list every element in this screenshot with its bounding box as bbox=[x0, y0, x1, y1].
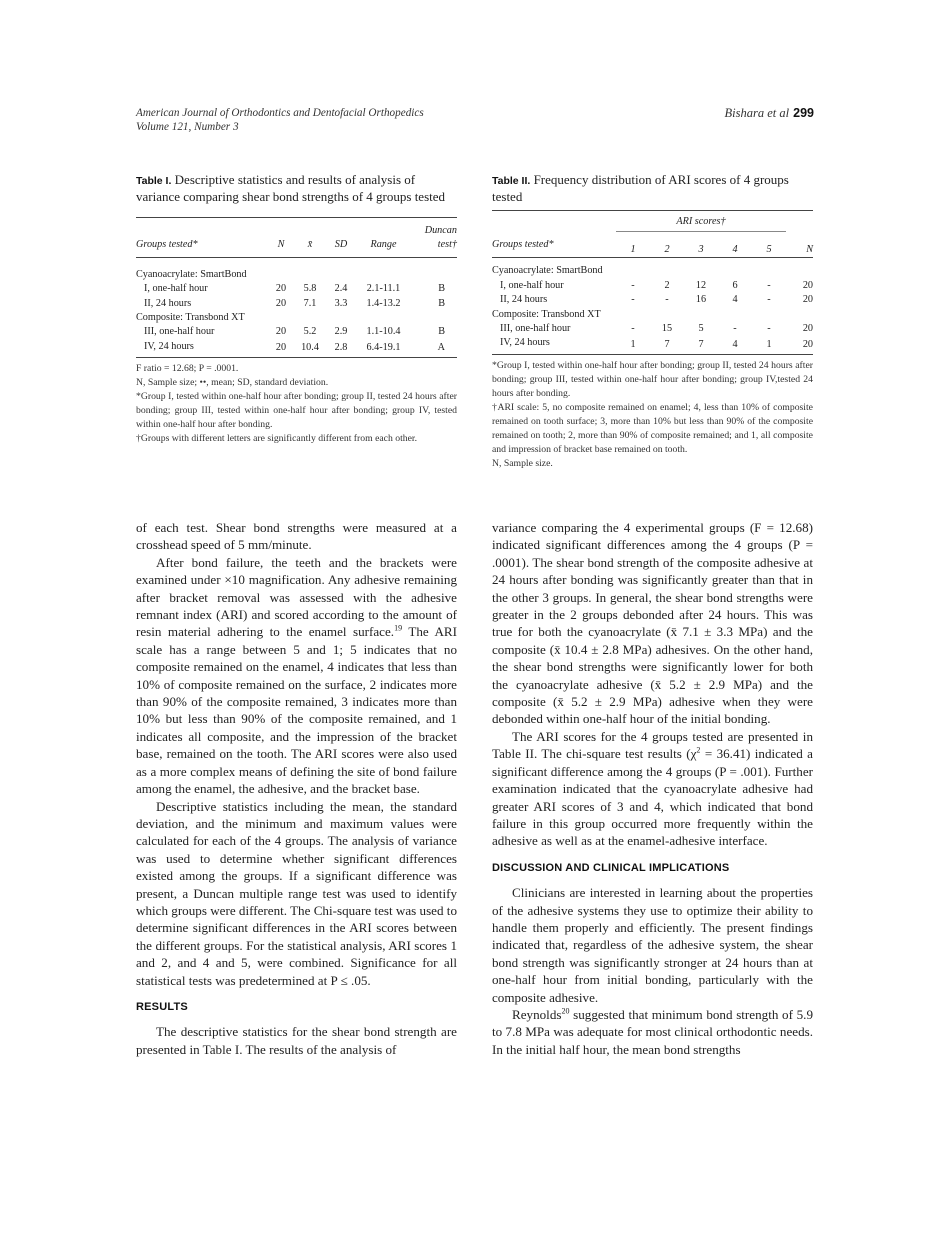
cell-duncan: A bbox=[437, 342, 445, 354]
cell-n: 20 bbox=[275, 283, 287, 295]
table2-col-3: 3 bbox=[698, 243, 704, 255]
section-heading-results: RESULTS bbox=[136, 1000, 188, 1013]
cell-n: 20 bbox=[275, 326, 287, 338]
cell-ari-2: - bbox=[665, 294, 669, 306]
journal-title: American Journal of Orthodontics and Dentofacial Orthopedics bbox=[136, 107, 424, 119]
right-column-text bbox=[492, 519, 813, 1058]
table1-caption bbox=[136, 172, 457, 205]
table-row bbox=[492, 322, 813, 336]
cell-ari-2: 2 bbox=[664, 279, 670, 291]
paragraph: Descriptive statistics including the mean, the standard deviation, and the minimum and maximum values were calculated for each of the 4 groups. The analysis of variance was used to determine whether significant differences existed among the groups. If a significant difference was present, a Duncan multiple range test was used to identify which groups were different. The Chi-square test was used to determine significant differences in the ARI scores between the different groups. For the statistical analysis, ARI scores 1 and 2, and 4 and 5, were combined. Significance for all statistical tests was predetermined at P ≤ .05. bbox=[136, 798, 457, 988]
cell-ari-4: - bbox=[733, 322, 737, 334]
cell-ari-4: 4 bbox=[732, 338, 738, 350]
header-authors: Bishara et al bbox=[724, 106, 790, 120]
cell-n: 20 bbox=[802, 322, 813, 334]
table2-col-n: N bbox=[806, 243, 813, 255]
cell-range: 1.4-13.2 bbox=[366, 297, 401, 309]
cell-duncan: B bbox=[438, 297, 445, 309]
table-row bbox=[492, 293, 813, 307]
paragraph: variance comparing the 4 experimental groups (F = 12.68) indicated significant differences among the 4 groups (P = .0001). The shear bond strength of the composite adhesive at 24 hours after bonding was significantly greater than that in the other 3 groups. In general, the shear bond strengths were greater in the 2 groups debonded after 24 hours. This was true for both the cyanoacrylate (x̄ 7.1 ± 3.3 MPa) and the composite (x̄ 10.4 ± 2.8 MPa) adhesives. On the other hand, the shear bond strengths were significantly lower for both the cyanoacrylate adhesive (x̄ 5.2 ± 2.9 MPa) and the composite (x̄ 5.2 ± 2.9 MPa) adhesive when they were debonded within one-half hour of the initial bonding. bbox=[492, 520, 813, 727]
table-row bbox=[136, 297, 457, 311]
table2-note-groups: *Group I, tested within one-half hour after bonding; group II, tested 24 hours after bonding; group III, tested within one-half hour after bonding; group IV,tested 24 hours after bonding. bbox=[492, 359, 813, 399]
running-header bbox=[136, 106, 814, 134]
table-row bbox=[136, 325, 457, 339]
table1-col-duncan bbox=[411, 218, 457, 258]
table2-group-label: Composite: Transbond XT bbox=[492, 308, 601, 320]
cell-sd: 2.9 bbox=[334, 326, 348, 338]
table1-group-row bbox=[136, 311, 457, 325]
cell-ari-3: 5 bbox=[698, 322, 704, 334]
text-span: The ARI scale has a range between 5 and 1; 5 indicates that no composite remained on the enamel, 4 indicates that less than 10% of composite remained on the surface, 2 indicates more than 90% of the composite remained, 3 indicates more than 10% but less than 90% of the composite remained, and 1 indicates all composite, and the impression of the bracket base, remained on the tooth. The ARI scores were also used as a more complex means of defining the site of bond failure among the enamel, the adhesive, and the bracket base. bbox=[136, 624, 457, 797]
cell-ari-1: - bbox=[631, 279, 635, 291]
table1-col-groups: Groups tested* bbox=[136, 239, 198, 251]
table1-note-abbrev: N, Sample size; ••, mean; SD, standard deviation. bbox=[136, 377, 329, 389]
cell-mean: 5.8 bbox=[303, 283, 317, 295]
cell-duncan: B bbox=[438, 283, 445, 295]
table2-block bbox=[492, 172, 813, 471]
cell-ari-4: 4 bbox=[732, 294, 738, 306]
table1-duncan-line2: test† bbox=[437, 239, 457, 251]
cell-n: 20 bbox=[275, 342, 287, 354]
table2-group-row bbox=[492, 258, 813, 279]
left-column-text bbox=[136, 519, 457, 1058]
cell-ari-2: 7 bbox=[664, 338, 670, 350]
table1-caption-text: Descriptive statistics and results of analysis of variance comparing shear bond strengths of 4 groups tested bbox=[136, 172, 446, 204]
journal-page bbox=[136, 0, 814, 1236]
text-span: suggested that minimum bond strength of 5.9 to 7.8 MPa was adequate for most clinical orthodontic needs. In the initial half hour, the mean bond strengths bbox=[492, 1006, 813, 1057]
table1-label: Table I. bbox=[136, 175, 172, 187]
table1-block bbox=[136, 172, 457, 446]
table2-group-row bbox=[492, 308, 813, 322]
row-label: II, 24 hours bbox=[500, 294, 548, 306]
page-number: 299 bbox=[793, 106, 814, 120]
cell-ari-2: 15 bbox=[661, 322, 673, 334]
cell-n: 20 bbox=[802, 294, 813, 306]
table2 bbox=[492, 210, 813, 359]
reference-superscript: 20 bbox=[561, 1006, 570, 1016]
cell-ari-5: 1 bbox=[766, 338, 772, 350]
reference-superscript: 19 bbox=[394, 624, 403, 634]
row-label: I, one-half hour bbox=[500, 279, 564, 291]
cell-ari-4: 6 bbox=[732, 279, 738, 291]
table1-col-mean: x̄ bbox=[307, 239, 313, 251]
table1-group-label: Composite: Transbond XT bbox=[136, 312, 245, 324]
paragraph bbox=[492, 728, 813, 850]
cell-mean: 7.1 bbox=[303, 297, 317, 309]
table1-col-sd: SD bbox=[334, 239, 348, 251]
table2-group-label: Cyanoacrylate: SmartBond bbox=[492, 265, 603, 277]
table1-note-duncan: †Groups with different letters are significantly different from each other. bbox=[136, 433, 418, 445]
table1-note-groups: *Group I, tested within one-half hour after bonding; group II, tested 24 hours after bonding; group III, tested within one-half hour after bonding; group IV, tested within one-half hour after bonding. bbox=[136, 391, 457, 431]
cell-n: 20 bbox=[275, 297, 287, 309]
table1-note-f-ratio: F ratio = 12.68; P = .0001. bbox=[136, 363, 239, 375]
table2-note-ari-scale: †ARI scale: 5, no composite remained on enamel; 4, less than 10% of composite remained on tooth surface; 3, more than 10% but less than 90% of the composite remained on tooth; 2, more than 90% of composite remained; and 1, all composite and impression of bracket base remained on tooth. bbox=[492, 401, 813, 455]
table-row bbox=[136, 340, 457, 358]
cell-ari-1: - bbox=[631, 322, 635, 334]
table1-group-row bbox=[136, 257, 457, 282]
table-row bbox=[136, 282, 457, 296]
cell-n: 20 bbox=[802, 338, 813, 350]
cell-ari-5: - bbox=[767, 294, 771, 306]
table2-col-4: 4 bbox=[732, 243, 738, 255]
cell-mean: 5.2 bbox=[303, 326, 317, 338]
cell-range: 2.1-11.1 bbox=[366, 283, 401, 295]
cell-ari-5: - bbox=[767, 322, 771, 334]
table1 bbox=[136, 217, 457, 362]
cell-ari-3: 16 bbox=[695, 294, 707, 306]
cell-ari-3: 7 bbox=[698, 338, 704, 350]
text-span: After bond failure, the teeth and the brackets were examined under ×10 magnification. Any adhesive remaining after bracket removal was assessed with the adhesive remnant index (ARI) and scored according to the amount of resin material adhering to the enamel surface. bbox=[136, 554, 457, 640]
cell-sd: 3.3 bbox=[334, 297, 348, 309]
text-span: = 36.41) indicated a significant difference among the 4 groups (P = .001). Further examination indicated that the cyanoacrylate adhesive had greater ARI scores of 3 and 4, which indicated that bond failure in this group occurred more frequently within the adhesive as well as at the enamel-adhesive interface. bbox=[492, 746, 813, 849]
cell-sd: 2.4 bbox=[334, 283, 348, 295]
cell-n: 20 bbox=[802, 279, 813, 291]
table2-label: Table II. bbox=[492, 175, 531, 187]
row-label: III, one-half hour bbox=[500, 322, 571, 334]
table2-col-groups: Groups tested* bbox=[492, 238, 554, 250]
table2-col-1: 1 bbox=[630, 243, 636, 255]
table2-caption-text: Frequency distribution of ARI scores of 4 groups tested bbox=[492, 172, 789, 204]
header-right bbox=[725, 106, 814, 120]
table1-col-range: Range bbox=[370, 239, 397, 251]
table2-span-header-row bbox=[492, 211, 813, 232]
cell-duncan: B bbox=[438, 326, 445, 338]
table2-footnotes bbox=[492, 359, 813, 471]
section-heading-discussion: DISCUSSION AND CLINICAL IMPLICATIONS bbox=[492, 861, 730, 874]
table-row bbox=[492, 279, 813, 293]
row-label: I, one-half hour bbox=[144, 283, 208, 295]
paragraph: Clinicians are interested in learning about the properties of the adhesive systems they use to optimize their ability to handle them properly and efficiently. The present findings indicated that, regardless of the adhesive system, the shear bond strength was significantly stronger at 24 hours than at one-half hour from initial bonding, particularly with the composite adhesive. bbox=[492, 885, 813, 1005]
table1-footnotes bbox=[136, 362, 457, 446]
table-row bbox=[492, 336, 813, 354]
cell-ari-3: 12 bbox=[695, 279, 707, 291]
cell-range: 1.1-10.4 bbox=[366, 326, 401, 338]
table1-col-n: N bbox=[277, 239, 285, 251]
table2-col-2: 2 bbox=[664, 243, 670, 255]
table2-caption bbox=[492, 172, 813, 205]
cell-mean: 10.4 bbox=[301, 342, 319, 354]
cell-range: 6.4-19.1 bbox=[366, 342, 401, 354]
cell-ari-5: - bbox=[767, 279, 771, 291]
cell-ari-1: - bbox=[631, 294, 635, 306]
row-label: IV, 24 hours bbox=[144, 340, 194, 352]
table1-group-label: Cyanoacrylate: SmartBond bbox=[136, 268, 247, 280]
row-label: II, 24 hours bbox=[144, 297, 192, 309]
text-span: Reynolds bbox=[512, 1006, 562, 1022]
table1-duncan-line1: Duncan bbox=[424, 225, 457, 236]
chi-square-superscript: 2 bbox=[696, 745, 701, 755]
table1-header-row bbox=[136, 218, 457, 258]
paragraph bbox=[136, 554, 457, 798]
paragraph bbox=[492, 1006, 813, 1058]
journal-volume: Volume 121, Number 3 bbox=[136, 121, 239, 133]
paragraph: The descriptive statistics for the shear bond strength are presented in Table I. The results of the analysis of bbox=[136, 1024, 457, 1057]
table2-header-row bbox=[492, 232, 813, 258]
table2-ari-span-header: ARI scores† bbox=[616, 211, 786, 232]
paragraph: of each test. Shear bond strengths were measured at a crosshead speed of 5 mm/minute. bbox=[136, 520, 457, 553]
row-label: III, one-half hour bbox=[144, 326, 215, 338]
cell-ari-1: 1 bbox=[630, 338, 636, 350]
table2-col-5: 5 bbox=[766, 243, 772, 255]
text-span: The ARI scores for the 4 groups tested are presented in Table II. The chi-square test results (χ bbox=[492, 728, 813, 762]
table2-note-n: N, Sample size. bbox=[492, 457, 553, 469]
row-label: IV, 24 hours bbox=[500, 337, 550, 349]
cell-sd: 2.8 bbox=[334, 342, 348, 354]
